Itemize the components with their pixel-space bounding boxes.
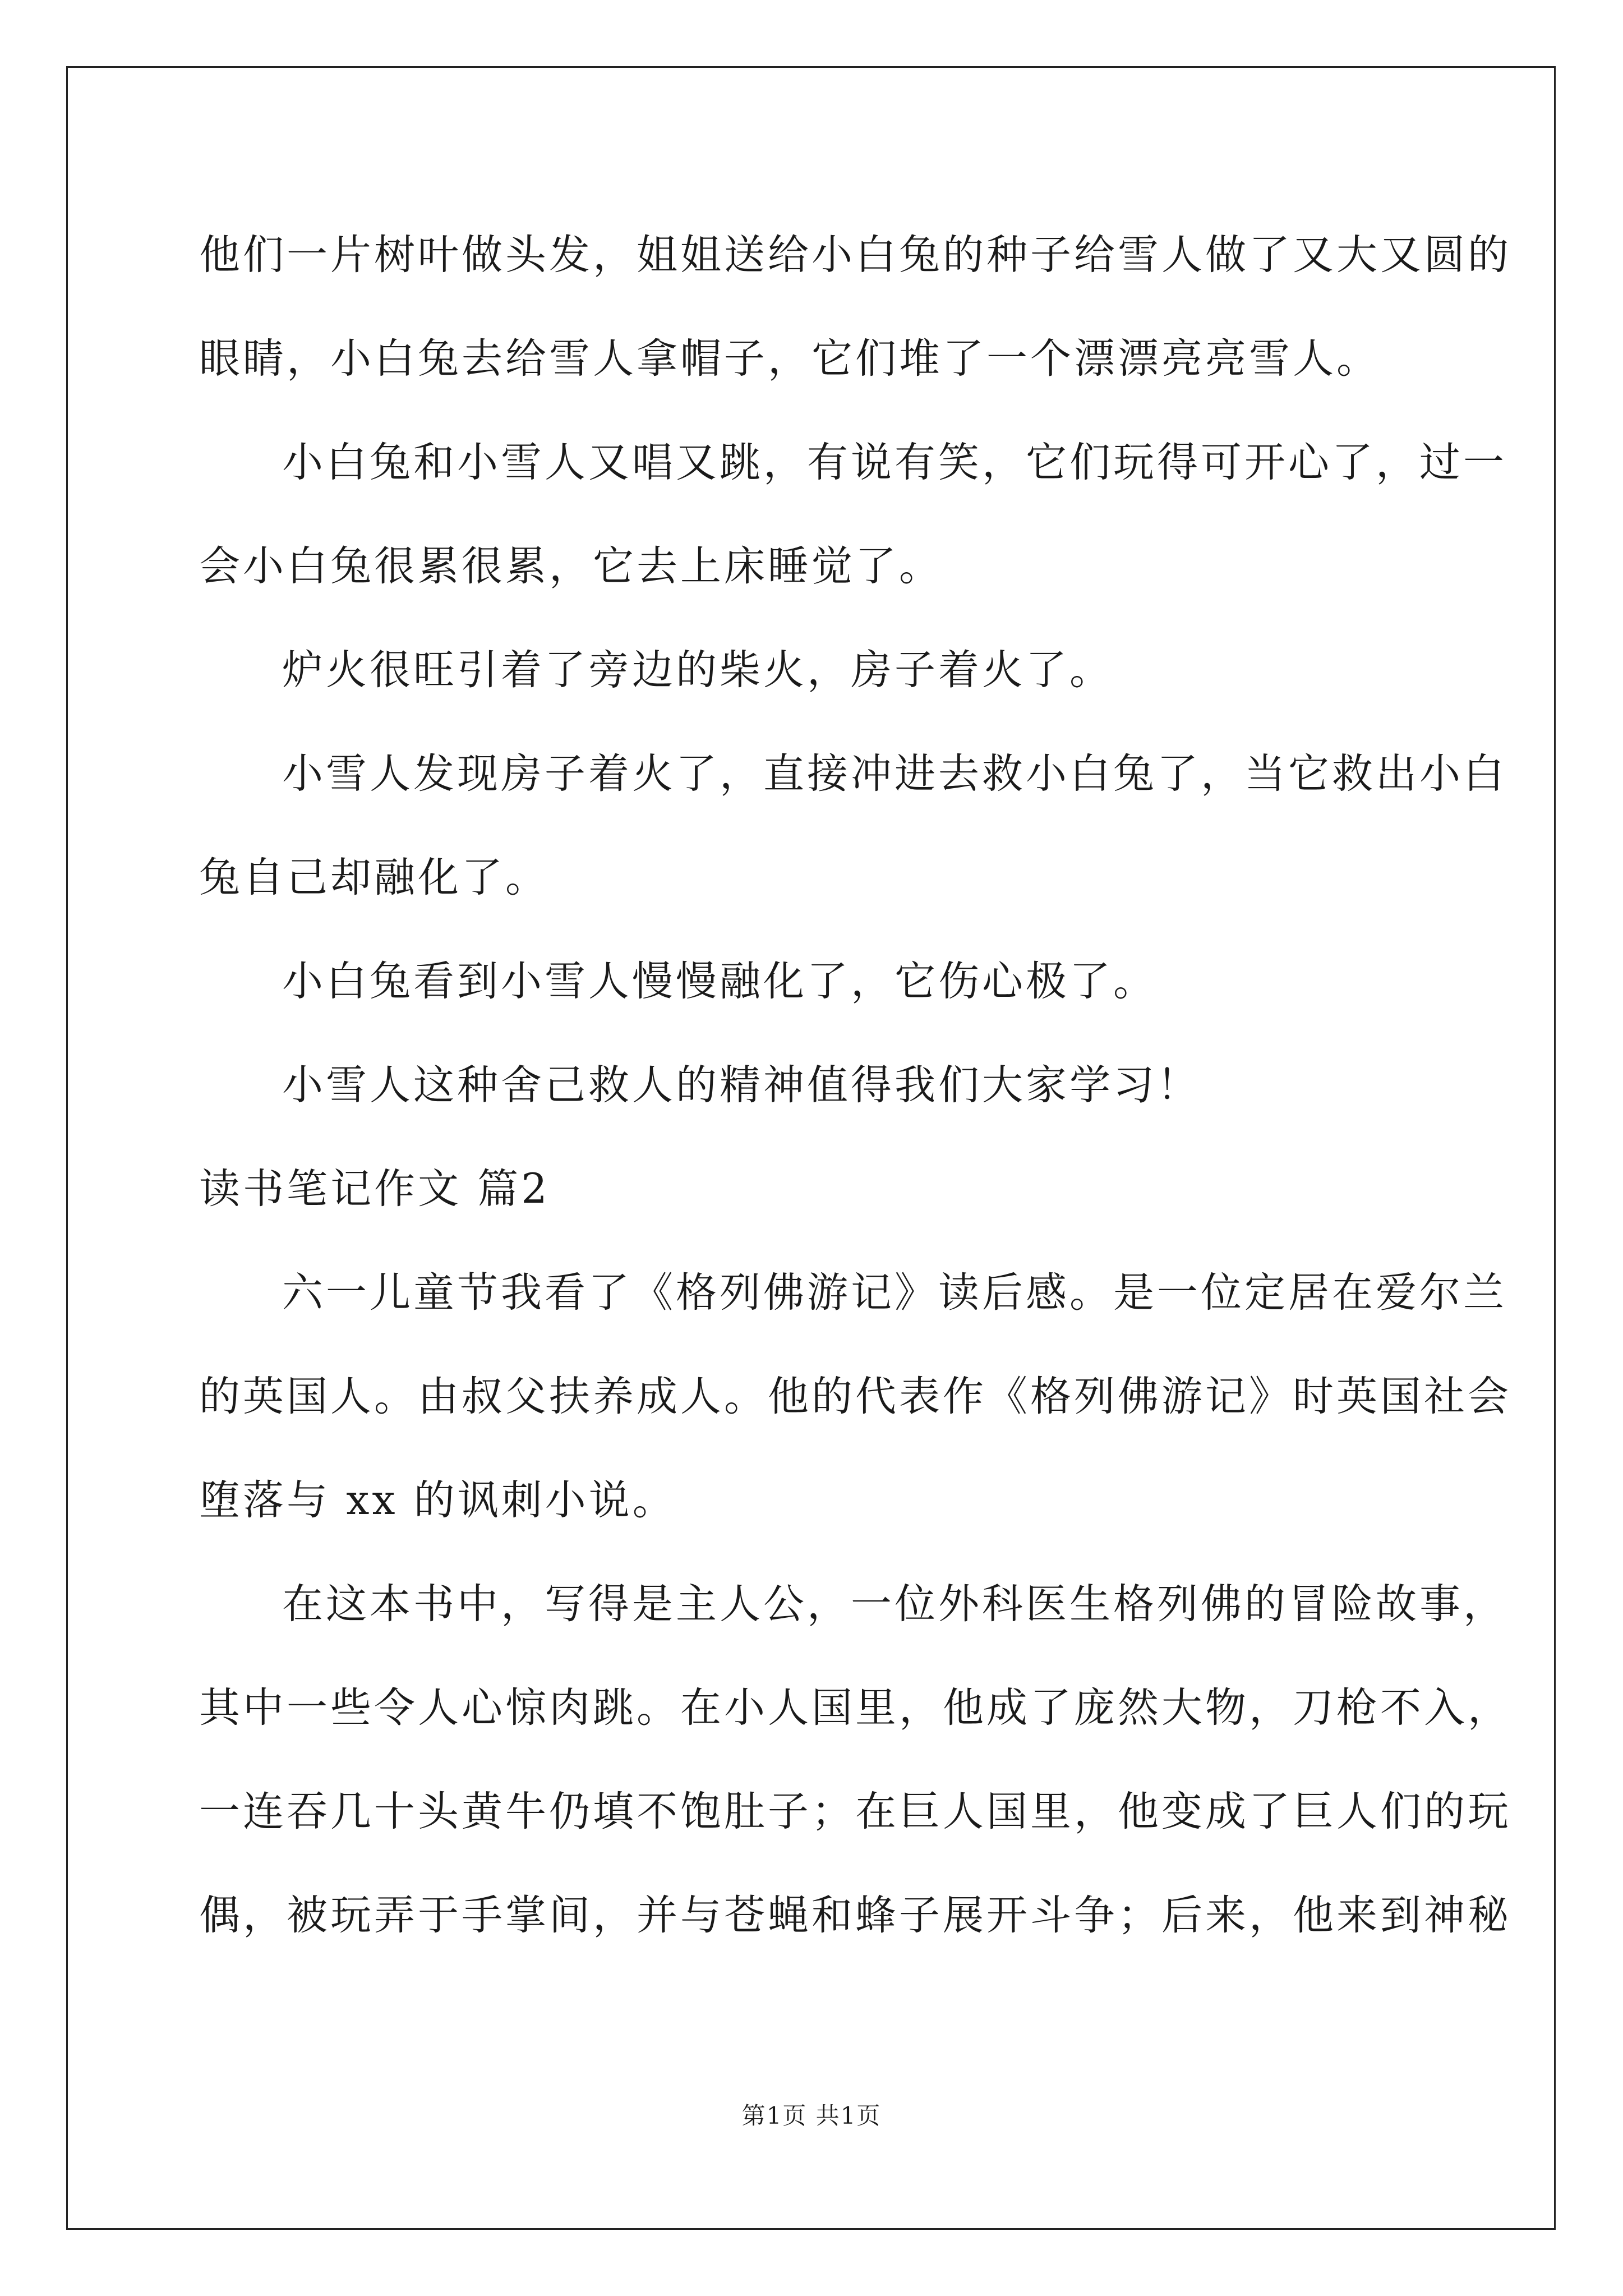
paragraph-start-line: 小雪人这种舍己救人的精神值得我们大家学习！: [282, 1061, 1201, 1109]
paragraph-start-line: 炉火很旺引着了旁边的柴火，房子着火了。: [282, 646, 1113, 694]
text-line: 其中一些令人心惊肉跳。在小人国里，他成了庞然大物，刀枪不入，: [199, 1684, 1511, 1732]
paragraph-start-line: 小白兔看到小雪人慢慢融化了，它伤心极了。: [282, 958, 1157, 1005]
text-line: 会小白兔很累很累，它去上床睡觉了。: [199, 542, 943, 590]
paragraph-start-line: 在这本书中，写得是主人公，一位外科医生格列佛的冒险故事，: [282, 1580, 1507, 1628]
paragraph-start-line: 六一儿童节我看了《格列佛游记》读后感。是一位定居在爱尔兰: [282, 1269, 1507, 1317]
text-line: 眼睛，小白兔去给雪人拿帽子，它们堆了一个漂漂亮亮雪人。: [199, 335, 1380, 383]
text-line: 偶，被玩弄于手掌间，并与苍蝇和蜂子展开斗争；后来，他来到神秘: [199, 1892, 1511, 1939]
page-number-footer: 第1页 共1页: [741, 2102, 882, 2129]
text-line: 他们一片树叶做头发，姐姐送给小白兔的种子给雪人做了又大又圆的: [199, 231, 1511, 279]
paragraph-start-line: 小白兔和小雪人又唱又跳，有说有笑，它们玩得可开心了，过一: [282, 439, 1507, 486]
text-line: 兔自己却融化了。: [199, 854, 549, 901]
text-line: 堕落与 xx 的讽刺小说。: [199, 1476, 676, 1524]
text-line: 的英国人。由叔父扶养成人。他的代表作《格列佛游记》时英国社会: [199, 1373, 1511, 1420]
text-line: 一连吞几十头黄牛仍填不饱肚子；在巨人国里，他变成了巨人们的玩: [199, 1788, 1511, 1835]
paragraph-start-line: 小雪人发现房子着火了，直接冲进去救小白兔了，当它救出小白: [282, 750, 1507, 798]
section-heading: 读书笔记作文 篇2: [199, 1165, 550, 1213]
